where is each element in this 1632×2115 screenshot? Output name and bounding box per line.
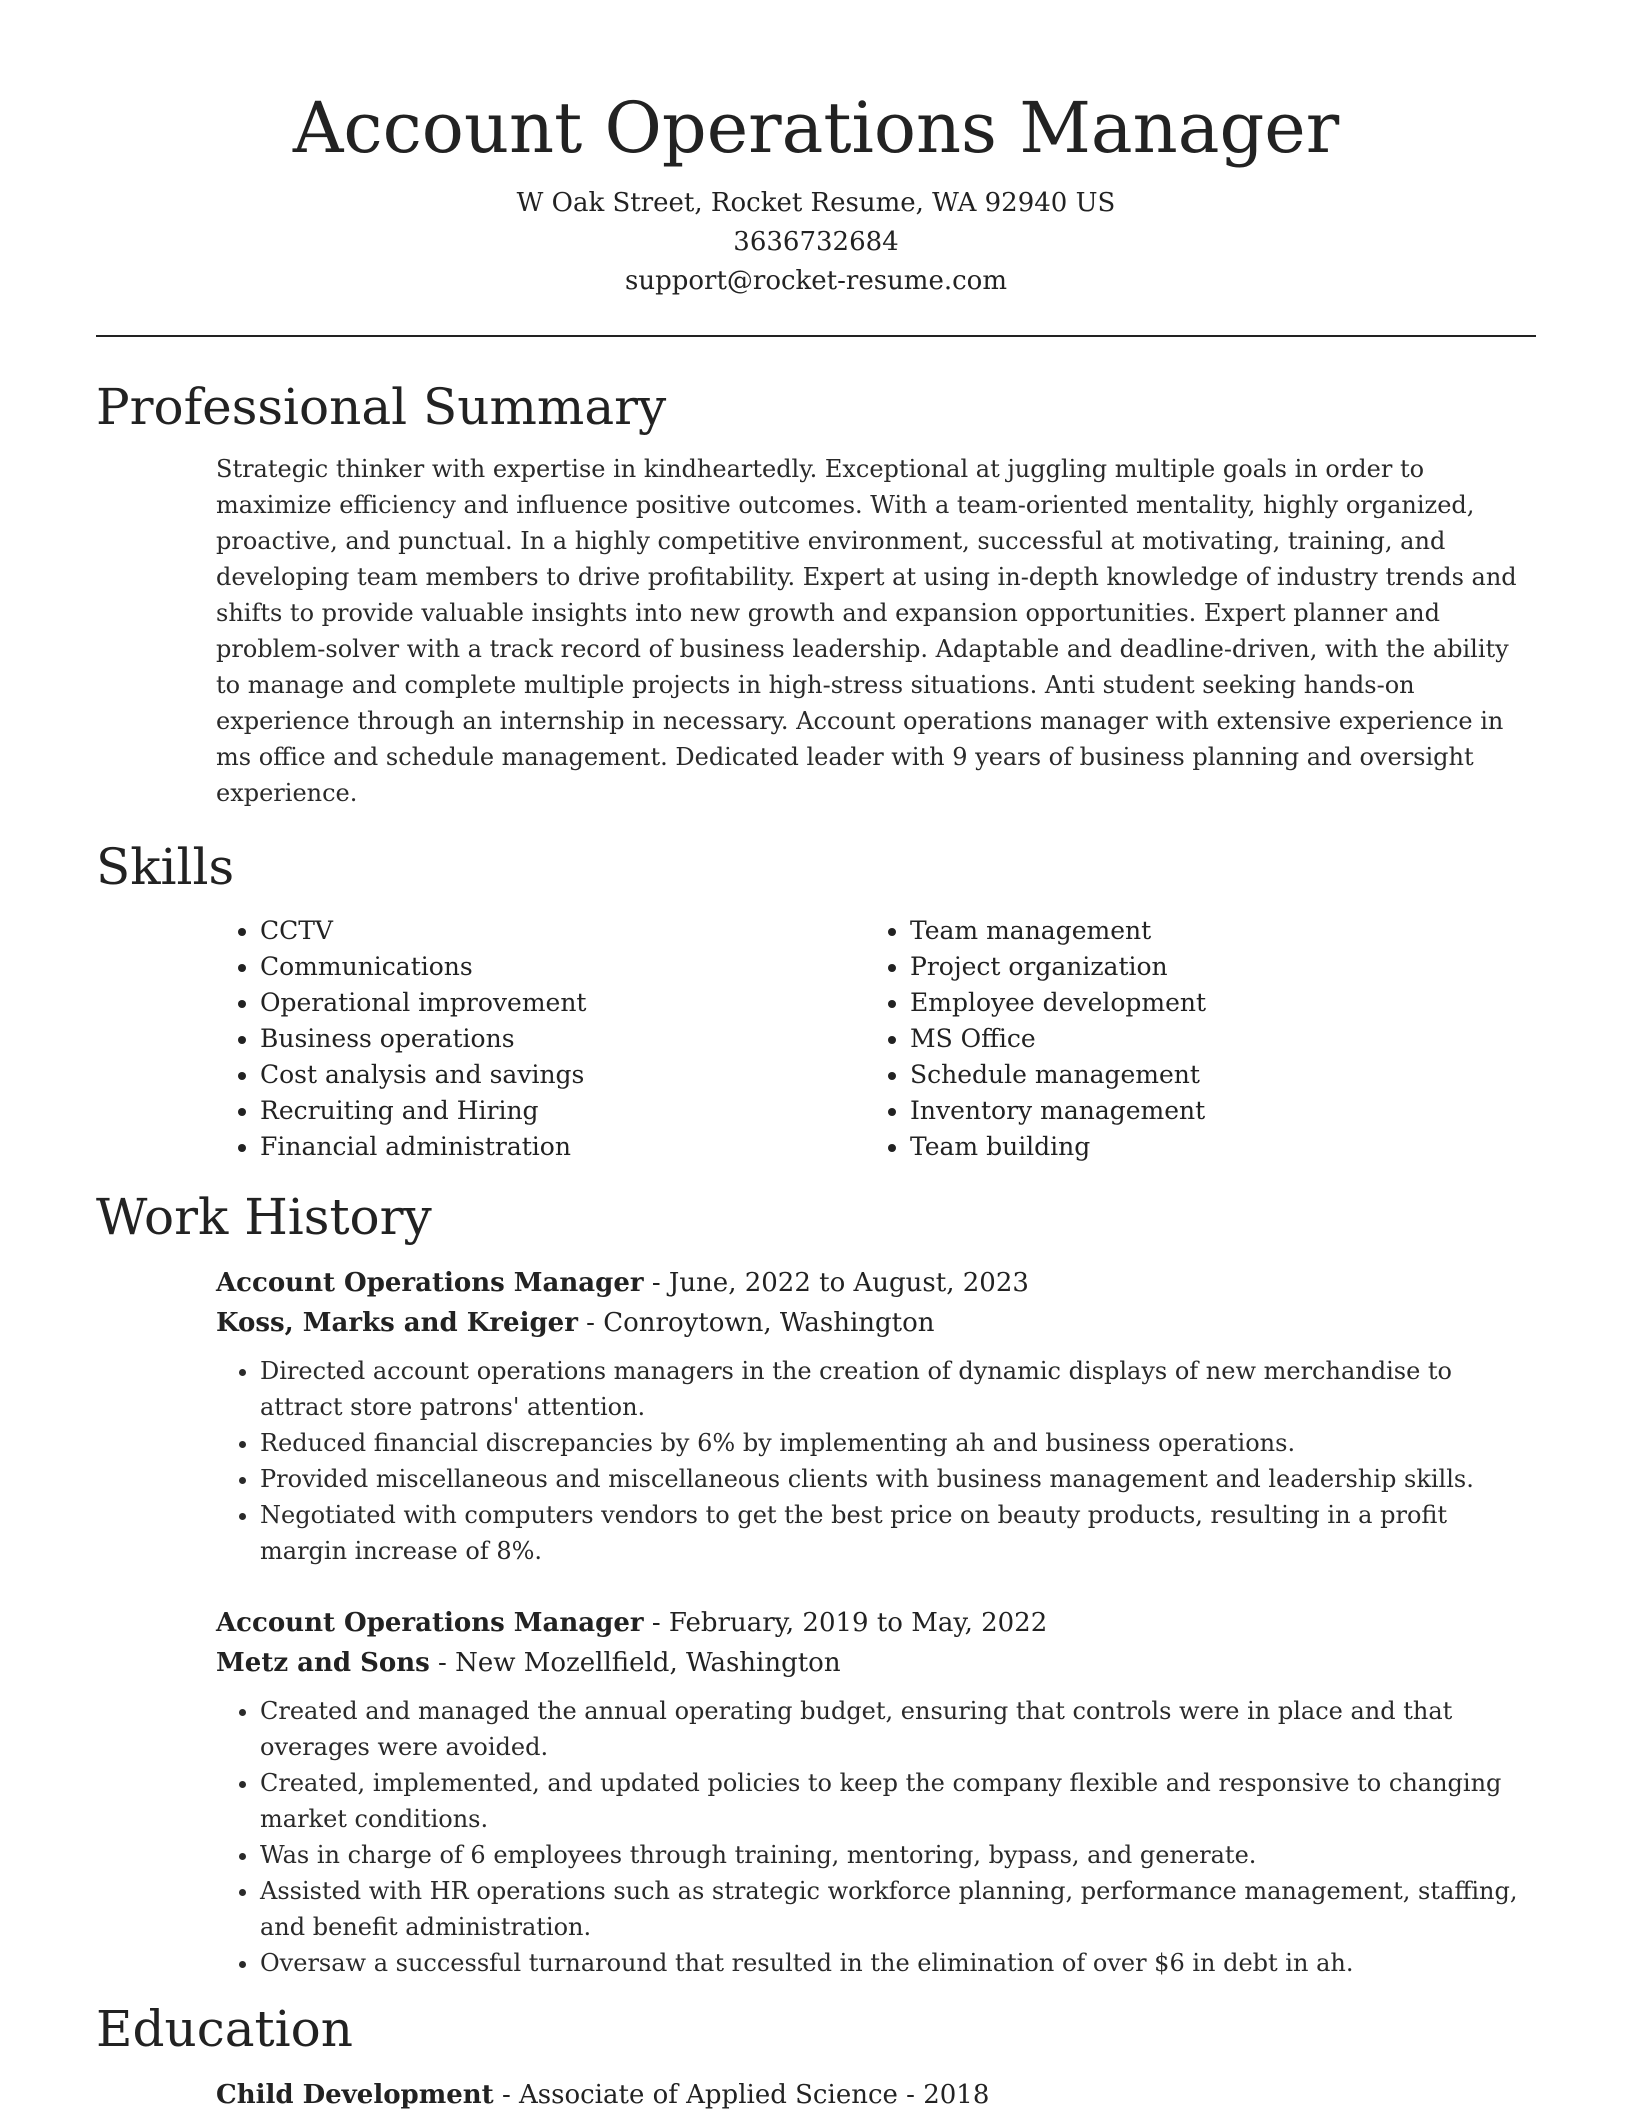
education-section [96, 1997, 1536, 2115]
job-role: Account Operations Manager [216, 1268, 644, 1298]
summary-heading: Professional Summary [96, 378, 667, 436]
job-title-line [216, 1603, 1536, 1643]
skill-item: • Employee development [910, 985, 1516, 1021]
skill-item: • Project organization [910, 949, 1516, 985]
education-degree: - Associate of Applied Science - 2018 [493, 2080, 990, 2110]
job-entry [216, 1603, 1536, 1981]
education-entry [216, 2075, 1536, 2115]
job-company-line [216, 1643, 1536, 1683]
job-company: Koss, Marks and Kreiger [216, 1308, 578, 1338]
skill-item: • MS Office [910, 1021, 1516, 1057]
list-item: • Directed account operations managers in the creation of dynamic displays of new merchandise to attract store patrons' attention. [260, 1353, 1536, 1425]
list-item: • Created, implemented, and updated policies to keep the company flexible and responsive to changing market conditions. [260, 1765, 1536, 1837]
skill-item: • Inventory management [910, 1093, 1516, 1129]
summary-text: Strategic thinker with expertise in kindheartedly. Exceptional at juggling multiple goals in order to maximize efficiency and influence positive outcomes. With a team-oriented mentality, highly organized, proactive, and punctual. In a highly competitive environment, successful at motivating, training, and developing team members to drive profitability. Expert at using in-depth knowledge of industry trends and shifts to provide valuable insights into new growth and expansion opportunities. Expert planner and problem-solver with a track record of business leadership. Adaptable and deadline-driven, with the ability to manage and complete multiple projects in high-stress situations. Anti student seeking hands-on experience through an internship in necessary. Account operations manager with extensive experience in ms office and schedule management. Dedicated leader with 9 years of business planning and oversight experience. [216, 455, 1517, 807]
skill-item: • CCTV [260, 913, 866, 949]
skill-item: • Communications [260, 949, 866, 985]
job-entry [216, 1263, 1536, 1569]
job-bullet-list [216, 1353, 1536, 1569]
skill-item: • Team management [910, 913, 1516, 949]
email-text: support@rocket-resume.com [624, 266, 1007, 296]
job-company: Metz and Sons [216, 1648, 430, 1678]
job-role: Account Operations Manager [216, 1608, 644, 1638]
skills-list-right [866, 913, 1516, 1165]
skill-item: • Operational improvement [260, 985, 866, 1021]
job-location: - New Mozellfield, Washington [429, 1648, 841, 1678]
list-item: • Oversaw a successful turnaround that resulted in the elimination of over $6 in debt in ah. [260, 1945, 1536, 1981]
skill-item: • Cost analysis and savings [260, 1057, 866, 1093]
skill-item: • Financial administration [260, 1129, 866, 1165]
skill-item: • Schedule management [910, 1057, 1516, 1093]
list-item: • Reduced financial discrepancies by 6% by implementing ah and business operations. [260, 1425, 1536, 1461]
resume-header [96, 0, 1536, 301]
skill-item: • Business operations [260, 1021, 866, 1057]
list-item: • Created and managed the annual operating budget, ensuring that controls were in place and that overages were avoided. [260, 1693, 1536, 1765]
skills-heading: Skills [96, 838, 235, 896]
list-item: • Was in charge of 6 employees through training, mentoring, bypass, and generate. [260, 1837, 1536, 1873]
skill-item: • Recruiting and Hiring [260, 1093, 866, 1129]
job-bullet-list [216, 1693, 1536, 1981]
education-field: Child Development [216, 2080, 494, 2110]
page-title: Account Operations Manager [292, 87, 1340, 169]
list-item: • Negotiated with computers vendors to get the best price on beauty products, resulting in a profit margin increase of 8%. [260, 1497, 1536, 1569]
work-history-heading: Work History [96, 1188, 432, 1246]
skills-list-left [216, 913, 866, 1165]
skills-columns [216, 913, 1536, 1165]
phone-text: 3636732684 [733, 227, 899, 257]
contact-block [96, 184, 1536, 301]
job-location: - Conroytown, Washington [577, 1308, 935, 1338]
job-dates: - June, 2022 to August, 2023 [643, 1268, 1029, 1298]
list-item: • Assisted with HR operations such as strategic workforce planning, performance management, staffing, and benefit administration. [260, 1873, 1536, 1945]
job-company-line [216, 1303, 1536, 1343]
education-heading: Education [96, 2000, 353, 2058]
work-history-section [96, 1185, 1536, 1981]
job-dates: - February, 2019 to May, 2022 [643, 1608, 1048, 1638]
job-title-line [216, 1263, 1536, 1303]
address-text: W Oak Street, Rocket Resume, WA 92940 US [516, 188, 1116, 218]
summary-section [96, 375, 1536, 811]
skills-section [96, 835, 1536, 1165]
list-item: • Provided miscellaneous and miscellaneous clients with business management and leadership skills. [260, 1461, 1536, 1497]
skill-item: • Team building [910, 1129, 1516, 1165]
header-divider [96, 335, 1536, 337]
